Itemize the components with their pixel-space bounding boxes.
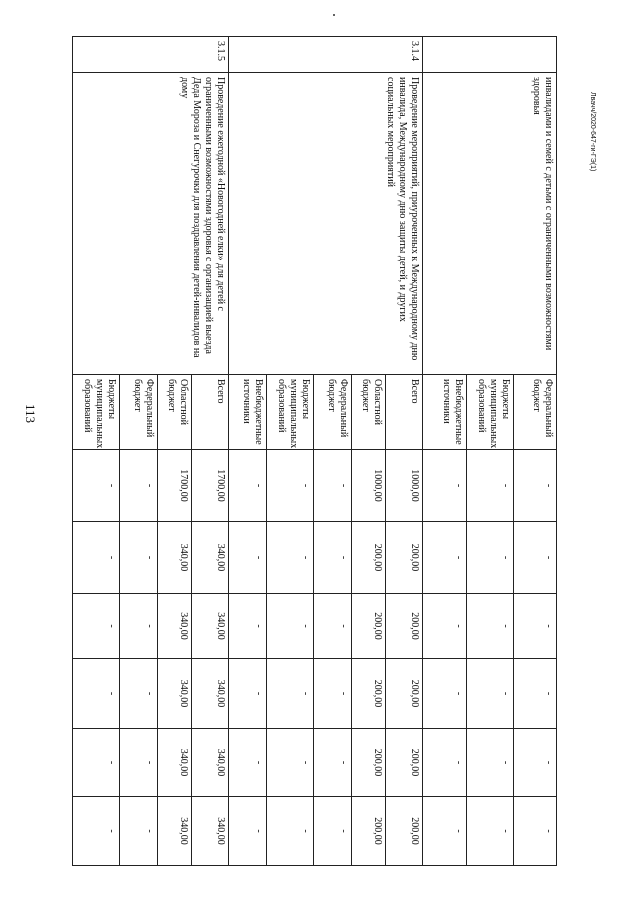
amount-cell: - [73,659,120,729]
amount-cell: - [267,594,314,659]
amount-cell: 340,00 [157,797,191,866]
amount-cell: 340,00 [157,729,191,797]
amount-cell: - [119,522,157,594]
amount-cell: 1700,00 [191,450,229,522]
amount-cell: - [313,797,351,866]
amount-cell: - [423,450,466,522]
amount-cell: - [313,594,351,659]
amount-cell: - [313,659,351,729]
funding-source-cell: Федеральный бюджет [313,375,351,450]
amount-cell: - [513,797,556,866]
amount-cell: - [73,594,120,659]
row-number-cell: 3.1.4 [229,37,423,73]
amount-cell: - [513,522,556,594]
table-body [73,37,557,866]
amount-cell: - [313,450,351,522]
funding-source-cell: Областной бюджет [157,375,191,450]
amount-cell: - [466,797,513,866]
amount-cell: - [267,522,314,594]
amount-cell: - [229,594,267,659]
amount-cell: 340,00 [157,659,191,729]
funding-source-cell: Всего [191,375,229,450]
amount-cell: 340,00 [191,797,229,866]
document-footer-code: Лвачч/2020-647-ги-ГЭ(1) [589,92,596,172]
funding-source-cell: Федеральный бюджет [513,375,556,450]
amount-cell: - [466,659,513,729]
amount-cell: - [229,450,267,522]
amount-cell: - [423,659,466,729]
stray-dot [333,14,335,16]
funding-source-cell: Бюджеты муниципальных образований [73,375,120,450]
amount-cell: 1000,00 [351,450,385,522]
amount-cell: 1000,00 [385,450,423,522]
amount-cell: - [513,594,556,659]
amount-cell: - [513,729,556,797]
funding-source-cell: Областной бюджет [351,375,385,450]
amount-cell: 340,00 [191,659,229,729]
table-row [191,37,229,866]
amount-cell: 200,00 [351,594,385,659]
amount-cell: - [423,729,466,797]
amount-cell: - [229,522,267,594]
amount-cell: 200,00 [385,659,423,729]
amount-cell: - [267,729,314,797]
amount-cell: - [119,450,157,522]
amount-cell: - [423,594,466,659]
measure-description-cell: Проведение ежегодной «Новогодней елки» для детей с ограниченными возможностями здоровья с организацией выезда Деда Мороза и Снегурочки для поздравления детей-инвалидов на дому [73,73,229,375]
amount-cell: - [313,522,351,594]
amount-cell: - [119,797,157,866]
table-row [513,37,556,866]
funding-source-cell: Бюджеты муниципальных образований [466,375,513,450]
amount-cell: 340,00 [191,522,229,594]
amount-cell: - [513,659,556,729]
amount-cell: - [119,594,157,659]
amount-cell: - [73,450,120,522]
measure-description-cell: Проведение мероприятий, приуроченных к Международному дню инвалида, Международному дню защиты детей, и других социальных мероприятий [229,73,423,375]
budget-table [72,36,557,866]
amount-cell: - [119,729,157,797]
amount-cell: 340,00 [157,594,191,659]
amount-cell: - [423,797,466,866]
funding-source-cell: Внебюджетные источники [229,375,267,450]
amount-cell: 340,00 [191,729,229,797]
amount-cell: - [119,659,157,729]
amount-cell: - [466,594,513,659]
row-number-cell [423,37,557,73]
row-number-cell: 3.1.5 [73,37,229,73]
amount-cell: 1700,00 [157,450,191,522]
amount-cell: 340,00 [191,594,229,659]
amount-cell: 200,00 [385,594,423,659]
amount-cell: - [313,729,351,797]
page-number: 113 [23,404,38,424]
amount-cell: - [73,729,120,797]
amount-cell: - [466,450,513,522]
amount-cell: 200,00 [351,522,385,594]
amount-cell: 200,00 [351,797,385,866]
amount-cell: - [267,659,314,729]
amount-cell: 200,00 [351,729,385,797]
amount-cell: - [466,522,513,594]
amount-cell: - [229,659,267,729]
rotated-table-container [72,36,557,865]
amount-cell: - [73,522,120,594]
amount-cell: - [229,797,267,866]
amount-cell: - [466,729,513,797]
amount-cell: 200,00 [351,659,385,729]
table-row [385,37,423,866]
measure-description-cell: инвалидами и семей с детьми с ограниченными возможностями здоровья [423,73,557,375]
amount-cell: 200,00 [385,522,423,594]
amount-cell: - [229,729,267,797]
funding-source-cell: Всего [385,375,423,450]
funding-source-cell: Внебюджетные источники [423,375,466,450]
amount-cell: - [423,522,466,594]
amount-cell: 340,00 [157,522,191,594]
amount-cell: 200,00 [385,729,423,797]
amount-cell: - [267,797,314,866]
amount-cell: - [513,450,556,522]
amount-cell: 200,00 [385,797,423,866]
amount-cell: - [73,797,120,866]
amount-cell: - [267,450,314,522]
funding-source-cell: Федеральный бюджет [119,375,157,450]
funding-source-cell: Бюджеты муниципальных образований [267,375,314,450]
